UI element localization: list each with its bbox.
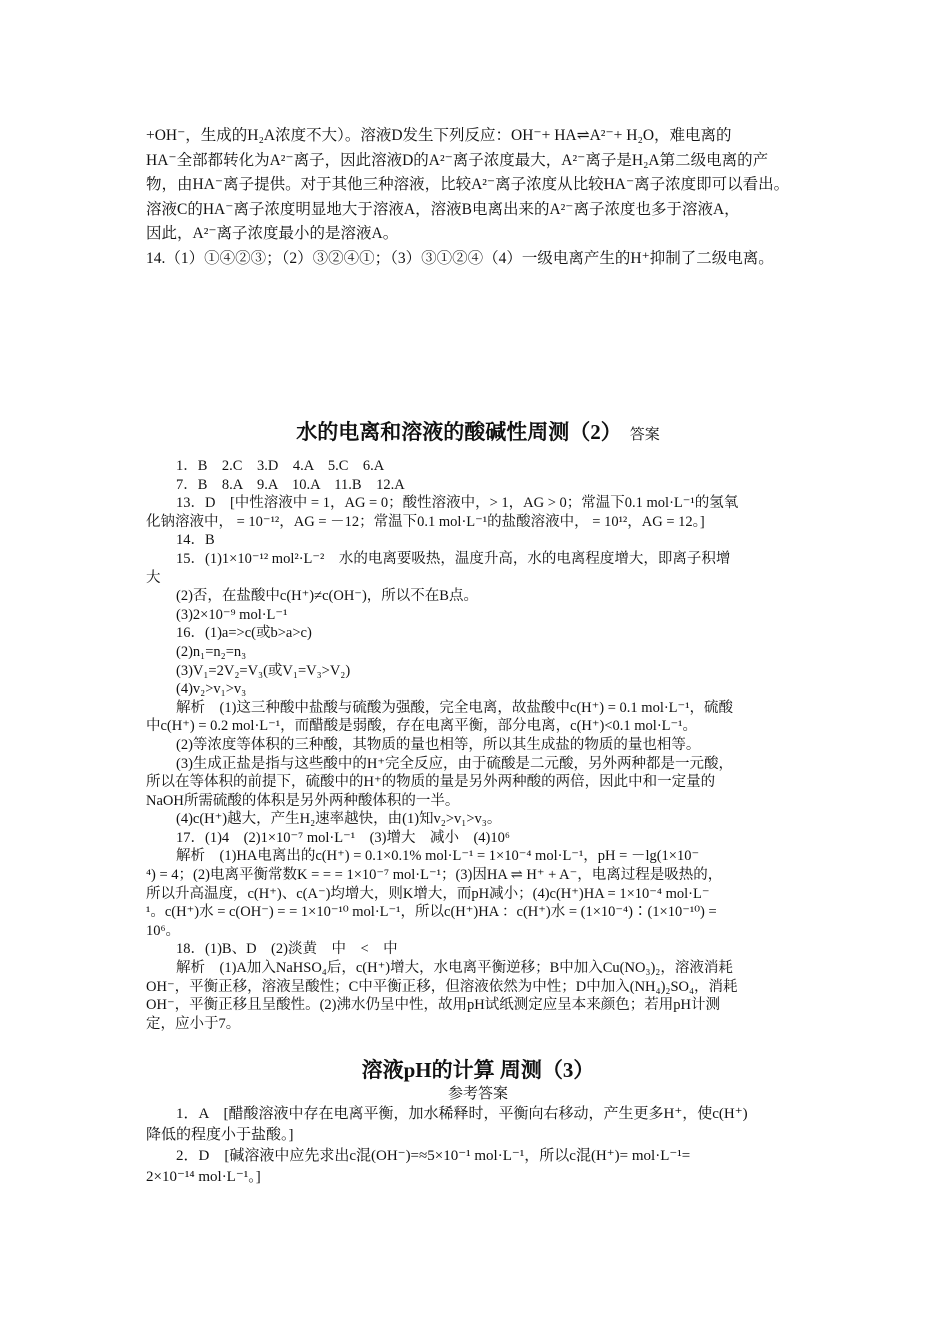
answer-line: 所以在等体积的前提下，硫酸中的H⁺的物质的量是另外两种酸的两倍，因此中和一定量的 [146,774,716,791]
answer-line: OH⁻，平衡正移且呈酸性。(2)沸水仍呈中性，故用pH试纸测定应呈本来颜色；若用pH计测 [146,997,720,1014]
answer-line: ¹。c(H⁺)水 = c(OH⁻) = = 1×10⁻¹⁰ mol·L⁻¹，所以c(H⁺)HA ：c(H⁺)水 = (1×10⁻⁴)∶(1×10⁻¹⁰) = [146,904,717,921]
answer-line: 2．D [碱溶液中应先求出c混(OH⁻)=≈5×10⁻¹ mol·L⁻¹，所以c混(H⁺)= mol·L⁻¹= [176,1148,691,1165]
answer-line: 1．A [醋酸溶液中存在电离平衡，加水稀释时，平衡向右移动，产生更多H⁺，使c(H⁺) [176,1106,748,1123]
spacer [146,1033,810,1056]
paragraph-line: 溶液C的HA⁻离子浓度明显地大于溶液A，溶液B电离出来的A²⁻离子浓度也多于溶液A， [146,200,740,218]
answer-line: 17．(1)4 (2)1×10⁻⁷ mol·L⁻¹ (3)增大 减小 (4)10⁶ [176,829,510,846]
title-suffix: 答案 [629,427,660,443]
answer-line: 解析 (1)这三种酸中盐酸与硫酸为强酸，完全电离，故盐酸中c(H⁺) = 0.1 mol·L⁻¹，硫酸 [176,699,734,716]
paragraph-line: 物，由HA⁻离子提供。对于其他三种溶液，比较A²⁻离子浓度从比较HA⁻离子浓度即可以看出。 [146,176,790,193]
answer-line: 10⁶。 [146,922,181,939]
answer-line: 7．B 8.A 9.A 10.A 11.B 12.A [176,476,405,493]
section-title-water-ionization [146,418,810,449]
section-answers-ph-calc [146,1104,810,1188]
answer-line: 16．(1)a=>c(或b>a>c) [176,625,312,642]
spacer [146,449,810,457]
answer-line: NaOH所需硫酸的体积是另外两种酸体积的一半。 [146,792,460,809]
answer-line: (3)2×10⁻⁹ mol·L⁻¹ [176,606,288,623]
title-text: 水的电离和溶液的酸碱性周测（2） [296,420,622,444]
section-answer-continuation [146,124,810,271]
section-answers-water-ionization [146,457,810,1033]
answer-line: 降低的程度小于盐酸。] [146,1127,294,1144]
answer-line: 定，应小于7。 [146,1015,241,1032]
answer-line: (3)生成正盐是指与这些酸中的H⁺完全反应，由于硫酸是二元酸，另外两种都是一元酸， [176,755,734,772]
section-subtitle: 参考答案 [447,1086,508,1103]
answer-line: ⁴) = 4；(2)电离平衡常数K = = = 1×10⁻⁷ mol·L⁻¹；(3)因HA ⇌ H⁺ + A⁻，电离过程是吸热的， [146,867,723,884]
document-page [146,124,810,1188]
answer-line: (3)V₁=2V₂=V₃(或V₁=V₃>V₂) [176,662,351,679]
paragraph-line: 14.（1）①④②③；（2）③②④①；（3）③①②④（4）一级电离产生的H⁺抑制了二级电离。 [146,249,774,267]
answer-line: (4)c(H⁺)越大，产生H₂速率越快，由(1)知v₂>v₁>v₃。 [176,811,502,828]
answer-line: 化钠溶液中， = 10⁻¹²，AG = －12；常温下0.1 mol·L⁻¹的盐酸溶液中， = 10¹²，AG = 12。] [146,513,705,530]
answer-line: (2)否，在盐酸中c(H⁺)≠c(OH⁻)，所以不在B点。 [176,588,478,605]
answer-line: 解析 (1)HA电离出的c(H⁺) = 0.1×0.1% mol·L⁻¹ = 1×10⁻⁴ mol·L⁻¹，pH = －lg(1×10⁻ [176,848,700,865]
paragraph-line: HA⁻全部都转化为A²⁻离子，因此溶液D的A²⁻离子浓度最大，A²⁻离子是H₂A第二级电离的产 [146,151,769,169]
answer-line: 解析 (1)A加入NaHSO₄后，c(H⁺)增大，水电离平衡逆移；B中加入Cu(NO₃)₂，溶液消耗 [176,960,733,977]
answer-line: 中c(H⁺) = 0.2 mol·L⁻¹，而醋酸是弱酸，存在电离平衡，部分电离，c(H⁺)<0.1 mol·L⁻¹。 [146,718,698,735]
answer-line: 13．D [中性溶液中 = 1，AG = 0；酸性溶液中，> 1，AG > 0；常温下0.1 mol·L⁻¹的氢氧 [176,495,739,512]
paragraph-line: 因此，A²⁻离子浓度最小的是溶液A。 [146,225,399,242]
answer-line: (4)v₂>v₁>v₃ [176,681,247,698]
section-title-ph-calc: 溶液pH的计算 周测（3） [361,1058,595,1083]
answer-line: 2×10⁻¹⁴ mol·L⁻¹。] [146,1169,261,1186]
answer-line: 大 [146,569,161,586]
answer-line: 所以升高温度，c(H⁺)、c(A⁻)均增大，则K增大，而pH减小；(4)c(H⁺)HA = 1×10⁻⁴ mol·L⁻ [146,885,710,902]
answer-line: OH⁻，平衡正移，溶液呈酸性；C中平衡正移，但溶液依然为中性；D中加入(NH₄)₂SO₄，消耗 [146,978,738,995]
paragraph-line: +OH⁻，生成的H₂A浓度不大）。溶液D发生下列反应：OH⁻+ HA⇌A²⁻+ H₂O，难电离的 [146,127,732,144]
answer-line: 1．B 2.C 3.D 4.A 5.C 6.A [176,458,385,474]
answer-line: 14．B [176,532,215,549]
answer-line: (2)等浓度等体积的三种酸，其物质的量也相等，所以其生成盐的物质的量也相等。 [176,736,701,753]
answer-line: 18．(1)B、D (2)淡黄 中 < 中 [176,941,398,958]
answer-line: 15．(1)1×10⁻¹² mol²·L⁻² 水的电离要吸热，温度升高，水的电离程度增大，即离子积增 [176,550,731,567]
answer-line: (2)n₁=n₂=n₃ [176,643,247,660]
spacer [146,271,810,418]
